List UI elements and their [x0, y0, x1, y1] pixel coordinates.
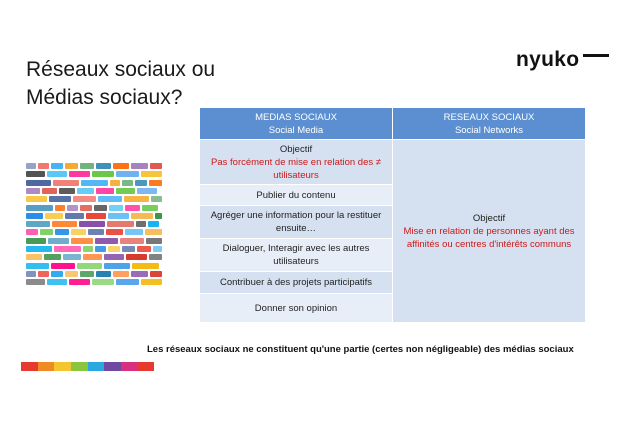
- collage-logo-tile: [155, 213, 162, 219]
- medias-objectif-label: Objectif: [279, 143, 313, 155]
- collage-logo-tile: [65, 213, 84, 219]
- collage-logo-tile: [42, 188, 57, 194]
- collage-logo-tile: [73, 196, 96, 202]
- collage-logo-tile: [141, 279, 162, 285]
- collage-logo-tile: [55, 229, 69, 235]
- header-reseaux-sublabel: Social Networks: [454, 124, 524, 136]
- collage-logo-tile: [47, 279, 67, 285]
- collage-logo-tile: [44, 254, 61, 260]
- collage-logo-tile: [149, 180, 162, 186]
- collage-logo-tile: [77, 263, 102, 269]
- header-medias-label: MEDIAS SOCIAUX: [255, 111, 337, 123]
- nyuko-logo: nyuko: [516, 48, 580, 71]
- collage-logo-tile: [150, 271, 162, 277]
- collage-logo-tile: [26, 263, 49, 269]
- collage-logo-tile: [116, 188, 135, 194]
- collage-logo-tile: [95, 238, 118, 244]
- medias-objectif-detail: Pas forcément de mise en relation des ≠ utilisateurs: [211, 156, 381, 181]
- collage-logo-tile: [104, 263, 130, 269]
- collage-logo-tile: [47, 171, 67, 177]
- collage-logo-tile: [26, 254, 42, 260]
- reseaux-objectif-cell: [393, 140, 586, 323]
- collage-logo-tile: [116, 171, 139, 177]
- collage-logo-tile: [79, 221, 105, 227]
- collage-logo-tile: [94, 205, 107, 211]
- slide-title-line2: Médias sociaux?: [26, 86, 183, 109]
- collage-logo-tile: [26, 229, 38, 235]
- comparison-table: [199, 107, 586, 323]
- collage-logo-tile: [51, 271, 63, 277]
- collage-logo-tile: [54, 246, 81, 252]
- collage-logo-tile: [26, 246, 52, 252]
- collage-logo-tile: [136, 221, 146, 227]
- collage-logo-tile: [26, 188, 40, 194]
- logo-underline: [583, 54, 609, 57]
- collage-logo-tile: [65, 163, 78, 169]
- collage-logo-tile: [77, 188, 94, 194]
- collage-logo-tile: [69, 171, 90, 177]
- collage-logo-tile: [116, 279, 139, 285]
- collage-logo-tile: [65, 271, 78, 277]
- collage-logo-tile: [96, 271, 111, 277]
- collage-logo-tile: [148, 221, 159, 227]
- collage-logo-tile: [69, 279, 90, 285]
- collage-logo-tile: [108, 246, 120, 252]
- medias-row-publier: Publier du contenu: [200, 185, 393, 206]
- collage-logo-tile: [110, 180, 120, 186]
- collage-logo-tile: [95, 246, 106, 252]
- collage-logo-tile: [122, 246, 135, 252]
- collage-logo-tile: [142, 205, 158, 211]
- collage-logo-tile: [88, 229, 104, 235]
- collage-logo-tile: [141, 171, 162, 177]
- collage-logo-tile: [151, 196, 162, 202]
- collage-logo-tile: [135, 180, 147, 186]
- collage-logo-tile: [26, 180, 51, 186]
- medias-row-dialoguer: Dialoguer, Interagir avec les autres utilisateurs: [200, 239, 393, 272]
- collage-logo-tile: [80, 205, 92, 211]
- collage-logo-tile: [71, 229, 86, 235]
- collage-logo-tile: [38, 271, 49, 277]
- color-stripe: [21, 362, 154, 371]
- collage-logo-tile: [83, 246, 93, 252]
- collage-logo-tile: [49, 196, 71, 202]
- reseaux-objectif-label: Objectif: [472, 212, 506, 224]
- collage-logo-tile: [131, 163, 148, 169]
- collage-logo-tile: [137, 188, 157, 194]
- collage-logo-tile: [109, 205, 123, 211]
- collage-logo-tile: [153, 246, 162, 252]
- collage-logo-tile: [26, 279, 45, 285]
- footer-note: Les réseaux sociaux ne constituent qu'une partie (certes non négligeable) des médias sociaux: [147, 344, 574, 355]
- collage-logo-tile: [52, 221, 77, 227]
- collage-logo-tile: [149, 254, 162, 260]
- collage-logo-tile: [80, 271, 94, 277]
- collage-logo-tile: [86, 213, 106, 219]
- header-reseaux-sociaux: [393, 108, 586, 140]
- collage-logo-tile: [71, 238, 93, 244]
- header-reseaux-label: RESEAUX SOCIAUX: [443, 111, 535, 123]
- collage-logo-tile: [137, 246, 151, 252]
- collage-logo-tile: [80, 163, 94, 169]
- header-medias-sociaux: [200, 108, 393, 140]
- collage-logo-tile: [26, 196, 47, 202]
- collage-logo-tile: [67, 205, 78, 211]
- collage-logo-tile: [92, 279, 114, 285]
- collage-logo-tile: [26, 221, 50, 227]
- collage-logo-tile: [131, 271, 148, 277]
- collage-logo-tile: [113, 271, 129, 277]
- collage-logo-tile: [53, 180, 79, 186]
- collage-logo-tile: [26, 205, 53, 211]
- collage-logo-tile: [63, 254, 81, 260]
- collage-logo-tile: [131, 213, 153, 219]
- slide-title-line1: Réseaux sociaux ou: [26, 58, 216, 81]
- collage-logo-tile: [96, 163, 111, 169]
- medias-row-opinion: Donner son opinion: [200, 294, 393, 323]
- collage-logo-tile: [26, 163, 36, 169]
- collage-logo-tile: [125, 229, 143, 235]
- medias-objectif-cell: [200, 140, 393, 185]
- collage-logo-tile: [81, 180, 108, 186]
- reseaux-objectif-detail: Mise en relation de personnes ayant des affinités ou centres d'intérêts communs: [403, 225, 575, 250]
- collage-logo-tile: [107, 221, 134, 227]
- medias-row-contribuer: Contribuer à des projets participatifs: [200, 272, 393, 294]
- collage-logo-tile: [146, 238, 162, 244]
- collage-logo-tile: [122, 180, 133, 186]
- collage-logo-tile: [55, 205, 65, 211]
- collage-logo-tile: [125, 205, 140, 211]
- collage-logo-tile: [124, 196, 149, 202]
- collage-logo-tile: [51, 263, 75, 269]
- collage-logo-tile: [40, 229, 53, 235]
- collage-logo-tile: [104, 254, 124, 260]
- collage-logo-tile: [26, 271, 36, 277]
- collage-logo-tile: [59, 188, 75, 194]
- social-media-logo-collage: [26, 163, 162, 289]
- collage-logo-tile: [48, 238, 69, 244]
- collage-logo-tile: [92, 171, 114, 177]
- collage-logo-tile: [26, 213, 43, 219]
- collage-logo-tile: [126, 254, 147, 260]
- collage-logo-tile: [150, 163, 162, 169]
- collage-logo-tile: [98, 196, 122, 202]
- collage-logo-tile: [108, 213, 129, 219]
- collage-logo-tile: [38, 163, 49, 169]
- collage-logo-tile: [45, 213, 63, 219]
- medias-row-agreger: Agréger une information pour la restituer ensuite…: [200, 206, 393, 239]
- collage-logo-tile: [26, 171, 45, 177]
- header-medias-sublabel: Social Media: [268, 124, 324, 136]
- collage-logo-tile: [113, 163, 129, 169]
- collage-logo-tile: [120, 238, 144, 244]
- collage-logo-tile: [96, 188, 114, 194]
- collage-logo-tile: [132, 263, 159, 269]
- collage-logo-tile: [26, 238, 46, 244]
- collage-logo-tile: [83, 254, 102, 260]
- slide-title: [26, 56, 215, 112]
- collage-logo-tile: [106, 229, 123, 235]
- collage-logo-tile: [51, 163, 63, 169]
- collage-logo-tile: [145, 229, 162, 235]
